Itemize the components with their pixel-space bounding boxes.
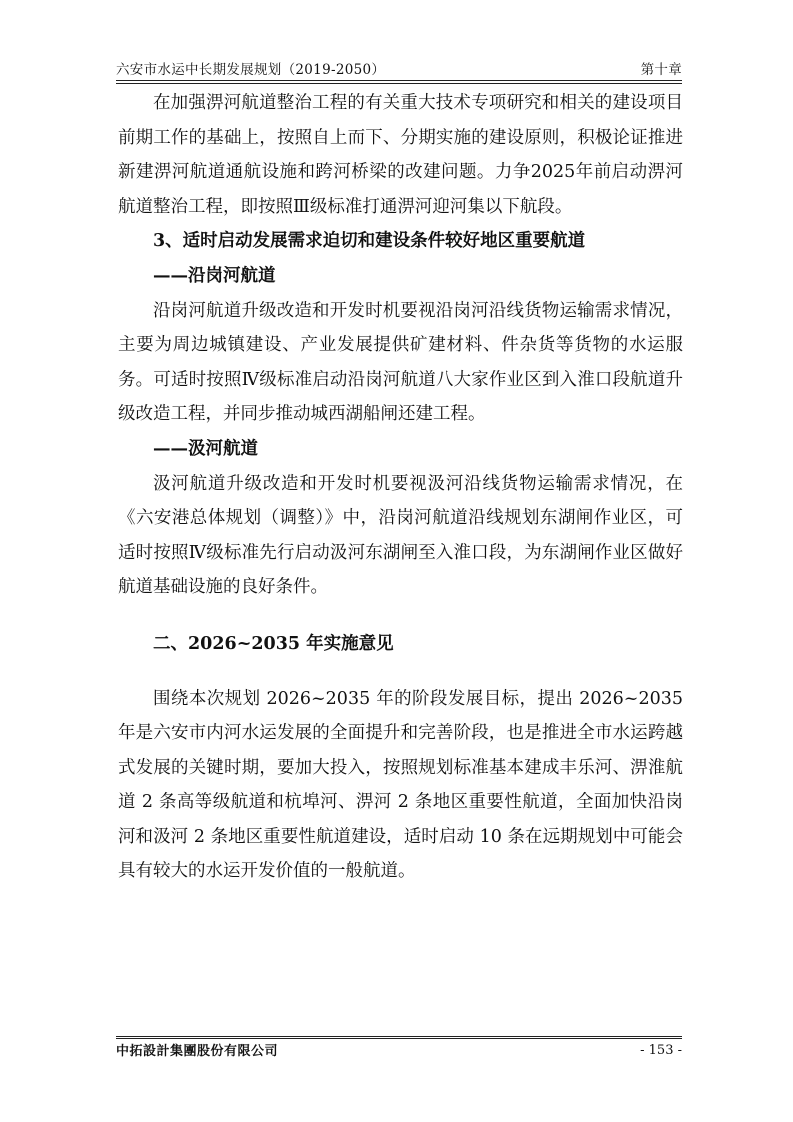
paragraph: 在加强淠河航道整治工程的有关重大技术专项研究和相关的建设项目前期工作的基础上，按照自上而下、分期实施的建设原则，积极论证推进新建淠河航道通航设施和跨河桥梁的改建问题。力争2025年前启动淠河航道整治工程，即按照Ⅲ级标准打通淠河迎河集以下航段。 — [118, 93, 683, 217]
paragraph: 围绕本次规划 2026~2035 年的阶段发展目标，提出 2026~2035 年是六安市内河水运发展的全面提升和完善阶段，也是推进全市水运跨越式发展的关键时期，要加大投入，按照规划标准基本建成丰乐河、淠淮航道 2 条高等级航道和杭埠河、淠河 2 条地区重要性航道，全面加快沿岗河和汲河 2 条地区重要性航道建设，适时启动 10 条在远期规划中可能会具有较大的水运开发价值的一般航道。 — [118, 688, 683, 882]
subheading-yangang-river: ——沿岗河航道 — [153, 265, 276, 286]
document-title: 六安市水运中长期发展规划（2019-2050） — [116, 62, 386, 78]
header-divider — [116, 80, 682, 84]
page-content — [118, 86, 683, 889]
company-name: 中拓設計集團股份有限公司 — [116, 1044, 279, 1059]
footer-divider — [116, 1036, 682, 1039]
chapter-label: 第十章 — [640, 62, 682, 78]
subheading-ji-river: ——汲河航道 — [153, 438, 258, 459]
paragraph: 沿岗河航道升级改造和开发时机要视沿岗河沿线货物运输需求情况，主要为周边城镇建设、产业发展提供矿建材料、件杂货等货物的水运服务。可适时按照Ⅳ级标准启动沿岗河航道八大家作业区到入淮口段航道升级改造工程，并同步推动城西湖船闸还建工程。 — [118, 300, 683, 425]
page-header — [116, 58, 682, 78]
section-title: 二、2026~2035 年实施意见 — [153, 633, 394, 654]
paragraph: 汲河航道升级改造和开发时机要视汲河沿线货物运输需求情况，在《六安港总体规划（调整）》中，沿岗河航道沿线规划东湖闸作业区，可适时按照Ⅳ级标准先行启动汲河东湖闸至入淮口段，为东湖闸作业区做好航道基础设施的良好条件。 — [118, 473, 683, 598]
page-number: - 153 - — [640, 1043, 682, 1058]
section-heading: 3、适时启动发展需求迫切和建设条件较好地区重要航道 — [153, 231, 586, 252]
